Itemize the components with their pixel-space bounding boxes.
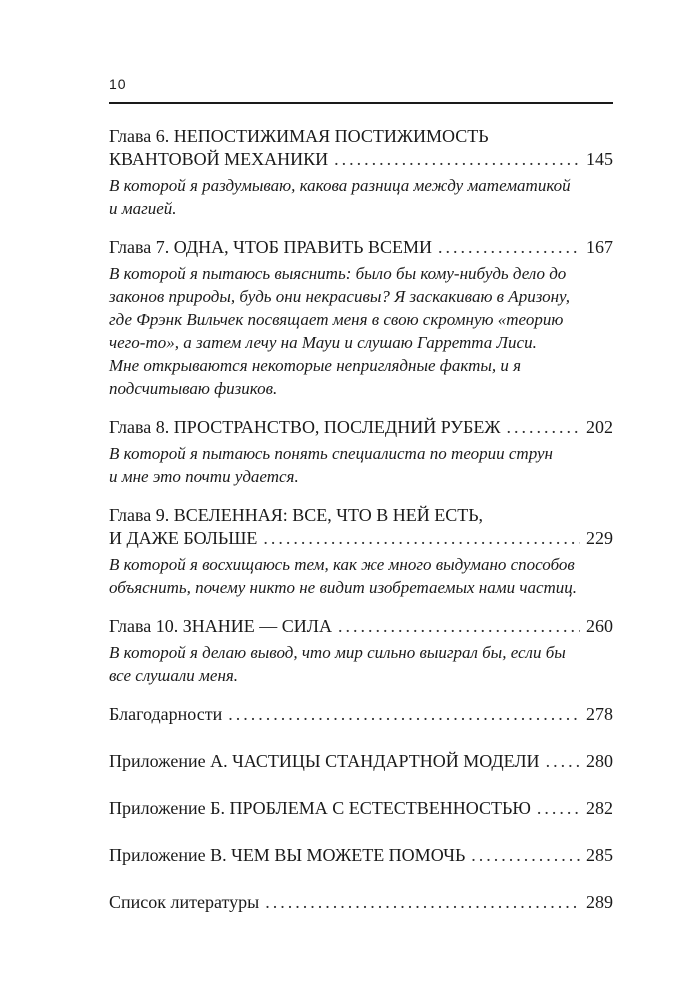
toc-entry-heading — [109, 416, 613, 439]
toc-entry-leader-line — [109, 236, 613, 259]
toc-entry-page: 285 — [586, 845, 613, 865]
toc-entry-leader-line — [109, 527, 613, 550]
description-line: В которой я восхищаюсь тем, как же много выдумано способов — [109, 555, 575, 574]
description-line: и мне это почти удается. — [109, 467, 299, 486]
toc-entry-title: Приложение В. ЧЕМ ВЫ МОЖЕТЕ ПОМОЧЬ — [109, 845, 466, 865]
toc-entry-heading — [109, 504, 613, 550]
page-number: 10 — [109, 76, 127, 92]
dot-leader — [334, 148, 580, 171]
description-line: законов природы, будь они некрасивы? Я заскакиваю в Аризону, — [109, 287, 570, 306]
dot-leader — [263, 527, 580, 550]
toc-entry-title: Приложение А. ЧАСТИЦЫ СТАНДАРТНОЙ МОДЕЛИ — [109, 751, 540, 771]
toc-entry-acknowledgements — [109, 703, 613, 726]
description-line: В которой я пытаюсь понять специалиста по теории струн — [109, 444, 553, 463]
dot-leader — [506, 416, 580, 439]
toc-entry-description — [109, 174, 613, 220]
toc-entry-page: 280 — [586, 751, 613, 771]
dot-leader — [546, 750, 580, 773]
toc-entry-title: И ДАЖЕ БОЛЬШЕ — [109, 528, 258, 548]
toc-entry-heading — [109, 615, 613, 638]
dot-leader — [338, 615, 580, 638]
toc-entry-description — [109, 641, 613, 687]
toc-entry-description — [109, 442, 613, 488]
toc-entry-description — [109, 553, 613, 599]
header-rule — [109, 102, 613, 104]
toc-entry-page: 202 — [586, 417, 613, 437]
toc-entry-chapter-9 — [109, 504, 613, 599]
toc-entry-title: Глава 10. ЗНАНИЕ — СИЛА — [109, 616, 332, 636]
toc-entry-heading — [109, 125, 613, 171]
toc-entry-page: 289 — [586, 892, 613, 912]
table-of-contents — [109, 125, 613, 930]
description-line: В которой я раздумываю, какова разница между математикой — [109, 176, 571, 195]
description-line: и магией. — [109, 199, 177, 218]
toc-entry-heading — [109, 236, 613, 259]
toc-entry-chapter-6 — [109, 125, 613, 220]
toc-entry-leader-line — [109, 891, 613, 914]
toc-entry-chapter-7 — [109, 236, 613, 400]
toc-entry-bibliography — [109, 891, 613, 914]
toc-entry-title: КВАНТОВОЙ МЕХАНИКИ — [109, 149, 329, 169]
dot-leader — [537, 797, 580, 820]
toc-entry-leader-line — [109, 416, 613, 439]
toc-entry-leader-line — [109, 615, 613, 638]
toc-entry-chapter-10 — [109, 615, 613, 687]
toc-entry-page: 278 — [586, 704, 613, 724]
toc-entry-leader-line — [109, 703, 613, 726]
toc-entry-description — [109, 262, 613, 400]
description-line: Мне открываются некоторые неприглядные факты, и я — [109, 356, 522, 375]
toc-entry-title-line: Глава 6. НЕПОСТИЖИМАЯ ПОСТИЖИМОСТЬ — [109, 126, 489, 146]
toc-entry-title: Благодарности — [109, 704, 223, 724]
toc-entry-leader-line — [109, 797, 613, 820]
toc-entry-page: 282 — [586, 798, 613, 818]
description-line: В которой я делаю вывод, что мир сильно выиграл бы, если бы — [109, 643, 566, 662]
toc-entry-chapter-8 — [109, 416, 613, 488]
description-line: где Фрэнк Вильчек посвящает меня в свою скромную «теорию — [109, 310, 564, 329]
dot-leader — [228, 703, 580, 726]
toc-entry-page: 145 — [586, 149, 613, 169]
dot-leader — [265, 891, 580, 914]
toc-entry-title: Приложение Б. ПРОБЛЕМА С ЕСТЕСТВЕННОСТЬЮ — [109, 798, 531, 818]
toc-entry-title: Список литературы — [109, 892, 260, 912]
toc-entry-title-line: Глава 9. ВСЕЛЕННАЯ: ВСЕ, ЧТО В НЕЙ ЕСТЬ, — [109, 505, 484, 525]
toc-entry-leader-line — [109, 148, 613, 171]
toc-entry-appendix-b — [109, 797, 613, 820]
toc-entry-title: Глава 7. ОДНА, ЧТОБ ПРАВИТЬ ВСЕМИ — [109, 237, 432, 257]
description-line: чего-то», а затем лечу на Мауи и слушаю Гарретта Лиси. — [109, 333, 537, 352]
description-line: объяснить, почему никто не видит изобретаемых нами частиц. — [109, 578, 578, 597]
toc-entry-page: 229 — [586, 528, 613, 548]
toc-entry-page: 167 — [586, 237, 613, 257]
description-line: подсчитываю физиков. — [109, 379, 278, 398]
dot-leader — [438, 236, 580, 259]
toc-entry-leader-line — [109, 844, 613, 867]
toc-entry-appendix-a — [109, 750, 613, 773]
dot-leader — [471, 844, 580, 867]
toc-entry-title: Глава 8. ПРОСТРАНСТВО, ПОСЛЕДНИЙ РУБЕЖ — [109, 417, 501, 437]
toc-entry-appendix-v — [109, 844, 613, 867]
description-line: В которой я пытаюсь выяснить: было бы кому-нибудь дело до — [109, 264, 567, 283]
toc-entry-leader-line — [109, 750, 613, 773]
description-line: все слушали меня. — [109, 666, 239, 685]
toc-entry-page: 260 — [586, 616, 613, 636]
